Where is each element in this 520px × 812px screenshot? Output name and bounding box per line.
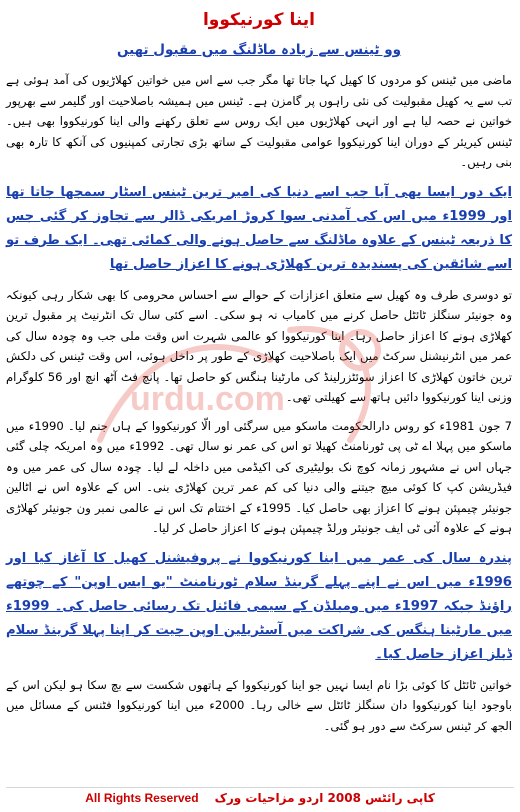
footer bbox=[6, 787, 514, 808]
footer-copyright: کاپی رائٹس 2008 اردو مزاحیات ورک bbox=[214, 791, 435, 805]
highlight-paragraph-1: ایک دور ایسا بھی آیا جب اسے دنیا کی امیر ترین ٹینس اسٹار سمجھا جاتا تھا اور 1999ء میں اس کی آمدنی سوا کروڑ امریکی ڈالر سے تجاوز کر گئی جس کا ذریعہ ٹینس کے علاوہ ماڈلنگ سے حاصل ہونے والی کمائی تھی۔ ایک طرف تو اسے شائقین کی پسندیدہ ترین کھلاڑی ہونے کا اعزاز حاصل تھا bbox=[6, 184, 513, 272]
paragraph-1: ماضی میں ٹینس کو مردوں کا کھیل کہا جاتا تھا مگر جب سے اس میں خواتین کھلاڑیوں کی آمد ہوئی ہے تب سے یہ کھیل مقبولیت کی نئی راہوں پر گامزن ہے۔ ٹینس میں ہمیشہ باصلاحیت اور گلیمر سے بھرپور خواتین نے حصہ لیا ہے اور انہی کھلاڑیوں میں ایک روس سے تعلق رکھنے والی اینا کورنیکووا بھی ہیں۔ ٹینس کیریئر کے دوران اینا کورنیکووا عوامی مقبولیت کے ساتھ بڑی تجارتی کمپنیوں کی آنکھ کا تارہ بھی بنی رہیں۔ bbox=[6, 73, 512, 169]
watermark-text: urdu.com bbox=[130, 380, 285, 418]
paragraph-4: خواتین ٹائٹل کا کوئی بڑا نام ایسا نہیں جو اینا کورنیکووا کے ہاتھوں شکست سے بچ سکا ہو لیکن اس کے باوجود اینا کورنیکووا دان سنگلز ٹائٹل سے خالی رہا۔ 2000ء میں اینا کورنیکووا فٹنس کے مسائل میں الجھ کر ٹینس سرکٹ سے دور ہو گئی۔ bbox=[6, 677, 512, 733]
footer-all-rights: All Rights Reserved bbox=[85, 791, 199, 805]
page-title: اینا کورنیکووا bbox=[202, 10, 316, 30]
highlight-paragraph-2: پندرہ سال کی عمر میں اینا کورنیکووا نے پروفیشنل کھیل کا آغاز کیا اور 1996ء میں اس نے اپنے پہلے گرینڈ سلام ٹورنامنٹ "یو ایس اوپن" کے چوتھے راؤنڈ جبکہ 1997ء میں ومبلڈن کے سیمی فائنل تک رسائی حاصل کی۔ 1999ء میں مارٹینا ہنگس کی شراکت میں آسٹریلین اوپن جیت کر اپنا پہلا گرینڈ سلام ڈبلز اعزاز حاصل کیا۔ bbox=[6, 550, 512, 662]
article bbox=[6, 4, 512, 808]
article-subtitle: وو ٹینس سے زیادہ ماڈلنگ میں مقبول تھیں bbox=[116, 42, 402, 58]
paragraph-3: 7 جون 1981ء کو روس دارالحکومت ماسکو میں سرگئی اور الّا کورنیکووا کے ہاں جنم لیا۔ 1990ء میں ماسکو میں پہلا اے ٹی پی ٹورنامنٹ کھیلا تو اس کی عمر نو سال تھی۔ 1992ء میں وہ امریکہ چلی گئی جہاں اس نے مشہور زمانہ کوچ نک بولیٹیری کی اکیڈمی میں داخلہ لے لیا۔ چودہ سال کی عمر میں وہ فیڈریشن کپ کا کوئی میچ جیتنے والی دنیا کی کم عمر ترین کھلاڑی بنی۔ اس کے علاوہ اس نے اٹالین جونیئر چیمپئن ہونے کا اعزاز بھی حاصل کیا۔ 1995ء کے اختتام تک اس نے عالمی نمبر ون جونیئر کھلاڑی ہونے کے علاوہ آئی ٹی ایف جونیئر ورلڈ چیمپئن ہونے کا اعزاز حاصل کر لیا۔ bbox=[6, 418, 513, 535]
paragraph-2: تو دوسری طرف وہ کھیل سے متعلق اعزازات کے حوالے سے احساس محرومی کا بھی شکار رہی کیونکہ وہ جونیئر سنگلز ٹائٹل حاصل کرنے میں کامیاب نہ ہو سکی۔ اسے کئی سال تک انٹرنیٹ پر مقبول ترین کھلاڑی ہونے کا اعزاز حاصل رہا۔ اینا کورنیکووا کو عالمی شہرت اس وقت ملی جب وہ چودہ سال کی عمر میں انٹرنیشنل سرکٹ میں ایک باصلاحیت کھلاڑی کے طور پر داخل ہوئی، اس وقت ٹینس کی دلکش ترین خاتون کھلاڑی کا اعزاز سوئٹزرلینڈ کی مارٹینا ہنگس کو حاصل تھا۔ پانچ فٹ آٹھ انچ اور 56 کلوگرام وزنی اینا کورنیکووا دائیں ہاتھ سے کھیلتی تھی۔ bbox=[6, 287, 512, 404]
